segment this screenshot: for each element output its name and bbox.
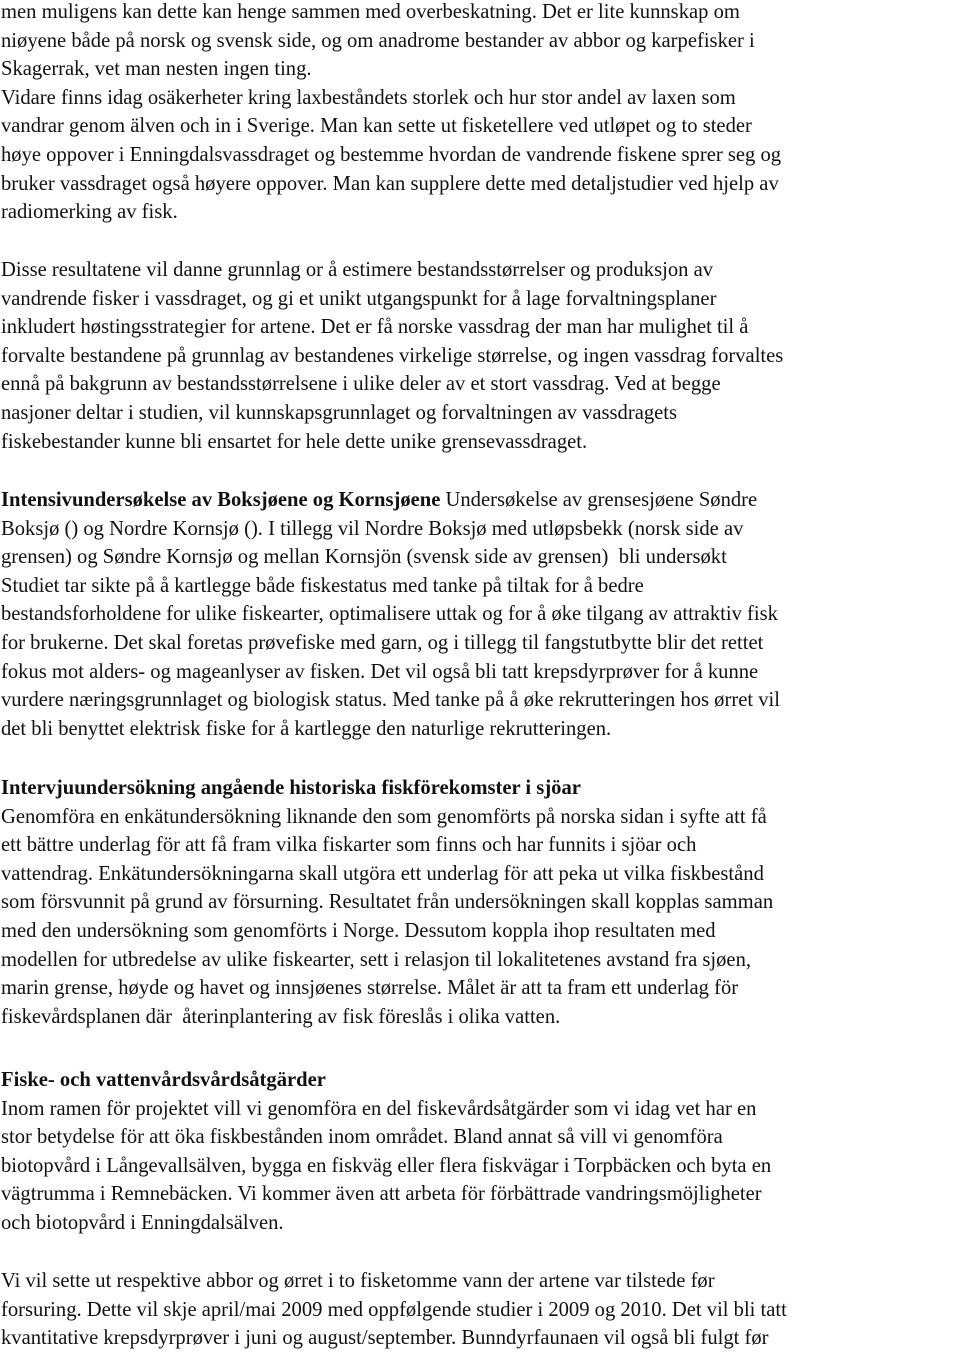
section-intensive-survey [1, 486, 959, 743]
text-line: nasjoner deltar i studien, vil kunnskapsgrunnlaget og forvaltningen av vassdragets [1, 401, 678, 424]
paragraph-results [1, 256, 959, 456]
text-line: som försvunnit på grund av försurning. Resultatet från undersökningen skall kopplas samman [1, 891, 774, 914]
text-line: kvantitative krepsdyrprøver i juni og august/september. Bunndyrfaunaen vil også bli fulgt før [1, 1327, 769, 1350]
text-line: grensen) og Søndre Kornsjø og mellan Kornsjön (svensk side av grensen) bli undersøkt [1, 546, 727, 569]
text-line: stor betydelse för att öka fiskbestånden inom området. Bland annat så vill vi genomföra [1, 1126, 723, 1149]
text-line: for brukerne. Det skal foretas prøvefiske med garn, og i tillegg til fangstutbytte blir det rettet [1, 631, 764, 654]
text-line: høye oppover i Enningdalsvassdraget og bestemme hvordan de vandrende fiskene sprer seg og [1, 143, 782, 166]
text-line: vurdere næringsgrunnlaget og biologisk status. Med tanke på å øke rekrutteringen hos ørret vil [1, 689, 780, 712]
text-line: radiomerking av fisk. [1, 201, 178, 224]
text-line: inkludert høstingsstrategier for artene. Det er få norske vassdrag der man har mulighet til å [1, 316, 749, 339]
text-line: forsuring. Dette vil skje april/mai 2009 med oppfølgende studier i 2009 og 2010. Det vil bli tatt [1, 1298, 787, 1321]
text-line: med den undersökning som genomförts i Norge. Dessutom koppla ihop resultaten med [1, 919, 716, 942]
text-line: ennå på bakgrunn av bestandsstørrelsene i ulike deler av et stort vassdrag. Ved at begge [1, 373, 721, 396]
text-line: marin grense, høyde og havet og innsjøenes størrelse. Målet är att ta fram ett underlag för [1, 977, 739, 1000]
text-line: vandrar genom älven och in i Sverige. Man kan sette ut fisketellere ved utløpet og to steder [1, 115, 752, 138]
text-line: Studiet tar sikte på å kartlegge både fiskestatus med tanke på tiltak for å bedre [1, 574, 644, 597]
text-line: det bli benyttet elektrisk fiske for å kartlegge den naturlige rekrutteringen. [1, 717, 612, 740]
text-line: niøyene både på norsk og svensk side, og om anadrome bestander av abbor og karpefisker i [1, 29, 755, 52]
text-line: bruker vassdraget også høyere oppover. Man kan supplere dette med detaljstudier ved hjelp av [1, 172, 779, 195]
section-fish-care-measures [1, 1066, 959, 1238]
text-line: Disse resultatene vil danne grunnlag or å estimere bestandsstørrelser og produksjon av [1, 259, 714, 281]
text-line: Skagerrak, vet man nesten ingen ting. [1, 58, 312, 81]
text-line: ett bättre underlag för att få fram vilka fiskarter som finns och har funnits i sjöar och [1, 834, 697, 857]
text-line: Vi vil sette ut respektive abbor og ørret i to fisketomme vann der artene var tilstede før [1, 1270, 715, 1292]
section-interview-survey [1, 774, 959, 1031]
text-line: Genomföra en enkätundersökning liknande den som genomförts på norska sidan i syfte att få [1, 805, 767, 828]
text-line: fokus mot alders- og mageanlyser av fisken. Det vil også bli tatt krepsdyrprøver for å kunne [1, 660, 759, 683]
text-line: och biotopvård i Enningdalsälven. [1, 1211, 284, 1234]
text-line: vägtrumma i Remnebäcken. Vi kommer även att arbeta för förbättrade vandringsmöjligheter [1, 1183, 762, 1206]
paragraph-restocking [1, 1267, 959, 1353]
text-line: Boksjø () og Nordre Kornsjø (). I tillegg vil Nordre Boksjø med utløpsbekk (norsk side av [1, 517, 744, 540]
text-line: fiskebestander kunne bli ensartet for hele dette unike grensevassdraget. [1, 430, 588, 453]
text-line: biotopvård i Långevallsälven, bygga en fiskväg eller flera fiskvägar i Torpbäcken och byta en [1, 1154, 772, 1177]
text-line: Inom ramen för projektet vill vi genomföra en del fiskevårdsåtgärder som vi idag vet har en [1, 1097, 757, 1120]
text-line: vandrende fisker i vassdraget, og gi et unikt utgangspunkt for å lage forvaltningsplaner [1, 287, 717, 310]
section-heading: Intensivundersøkelse av Boksjøene og Kornsjøene [1, 489, 441, 511]
text-line: Vidare finns idag osäkerheter kring laxbeståndets storlek och hur stor andel av laxen som [1, 86, 736, 109]
text-line: fiskevårdsplanen där återinplantering av fisk föreslås i olika vatten. [1, 1005, 561, 1028]
text-line: modellen for utbredelse av ulike fiskearter, sett i relasjon til lokalitetenes avstand fra sjøen, [1, 948, 752, 971]
text-line: vattendrag. Enkätundersökningarna skall utgöra ett underlag för att peka ut vilka fiskbestånd [1, 862, 764, 885]
heading-continuation: Undersøkelse av grensesjøene Søndre [440, 489, 758, 511]
text-line: forvalte bestandene på grunnlag av bestandenes virkelige størrelse, og ingen vassdrag forvaltes [1, 344, 784, 367]
paragraph-fish-counting [1, 0, 959, 227]
text-line: men muligens kan dette kan henge sammen med overbeskatning. Det er lite kunnskap om [1, 1, 740, 23]
text-line: bestandsforholdene for ulike fiskearter, optimalisere uttak og for å øke tilgang av attraktiv fisk [1, 603, 778, 626]
section-heading: Fiske- och vattenvårdsvårdsåtgärder [1, 1069, 326, 1091]
section-heading: Intervjuundersökning angående historiska fiskförekomster i sjöar [1, 777, 581, 799]
text-line [1, 486, 959, 515]
